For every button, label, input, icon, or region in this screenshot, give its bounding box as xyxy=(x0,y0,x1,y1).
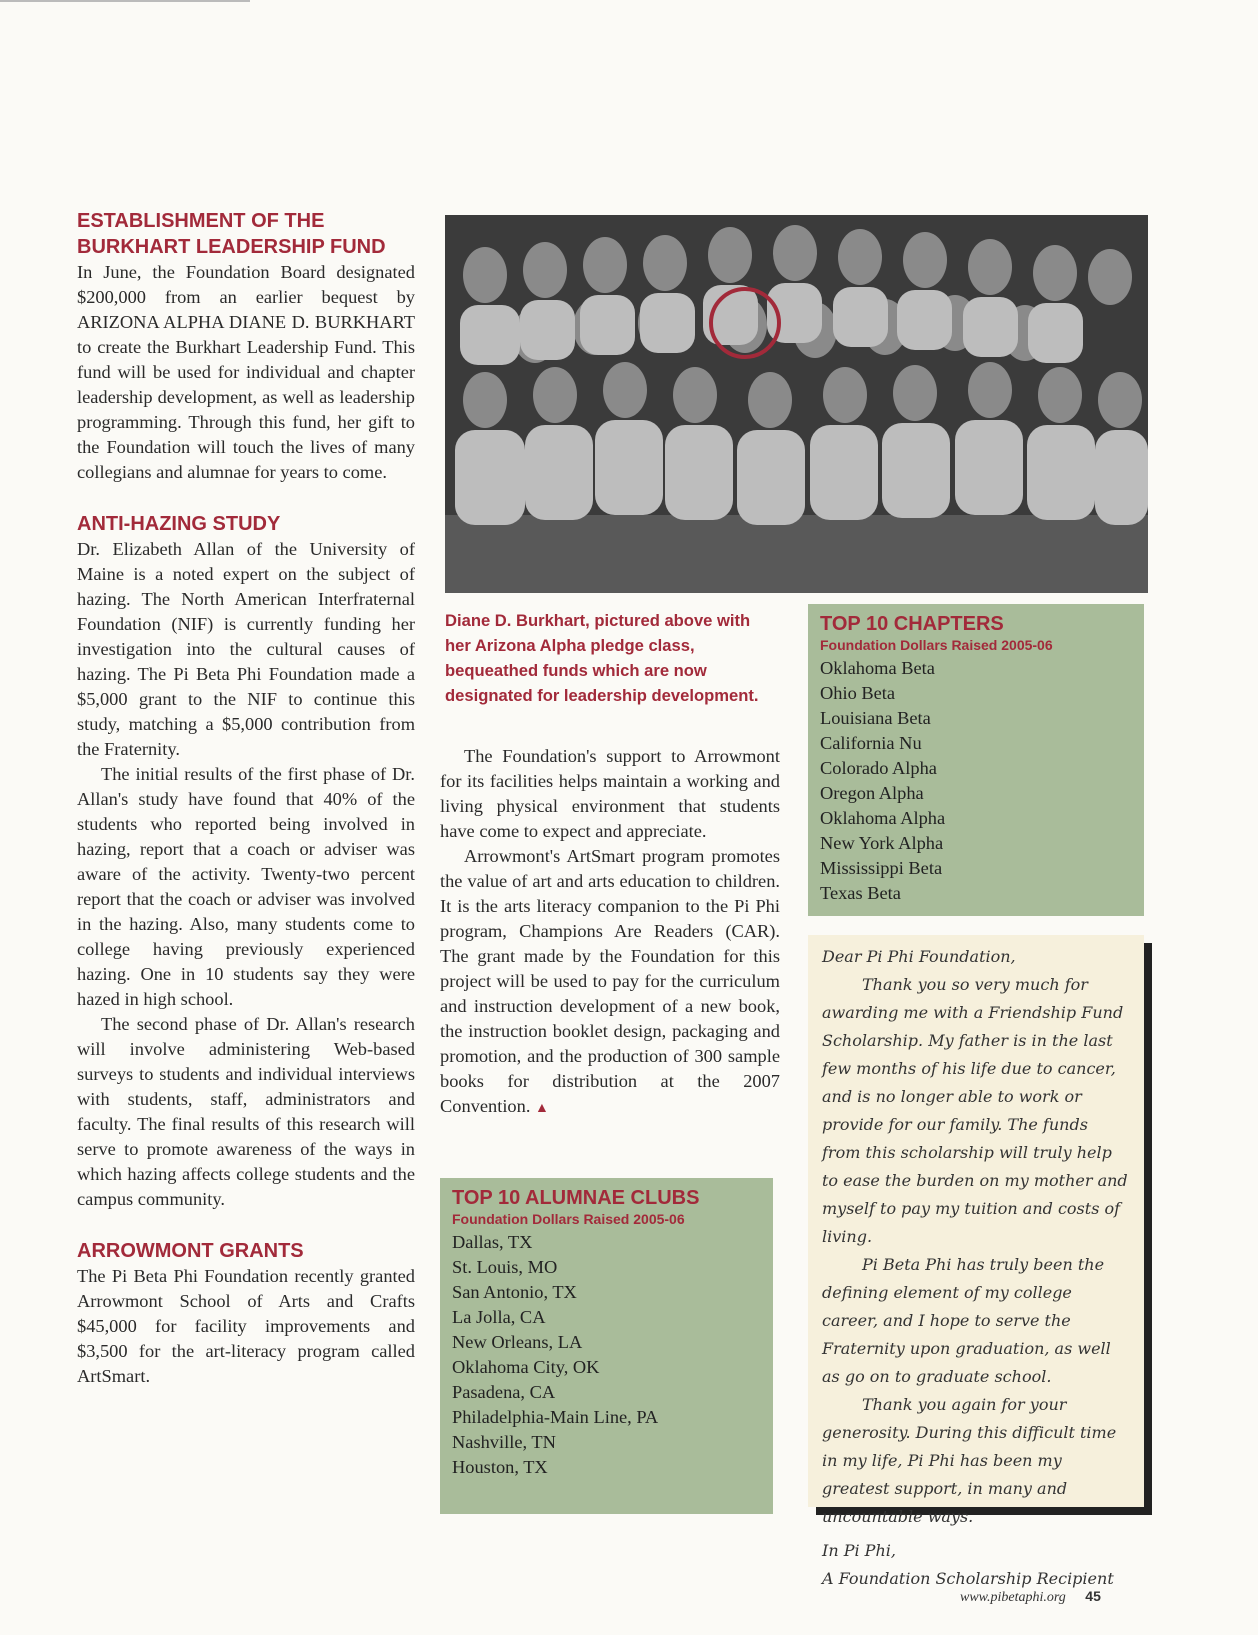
list-item: Oklahoma City, OK xyxy=(452,1357,600,1377)
list-item: Nashville, TN xyxy=(452,1432,556,1452)
burkhart-text: In June, the Foundation Board designated $200,000 from an earlier bequest by ARIZONA ALPHA DIANE D. BURKHART to create the Burkhart Leadership Fund. This fund will be used for individual and chapter leadership development, as well as leadership programming. Through this fund, her gift to the Foundation will touch the lives of many collegians and alumnae for years to come. xyxy=(77,262,415,482)
hazing-p2: The initial results of the first phase of Dr. Allan's study have found that 40% of the students who reported being involved in hazing, report that a coach or adviser was aware of the activity. Twenty-two percent report that the coach or adviser was involved in the hazing. Also, many students come to college having previously experienced hazing. One in 10 students say they were hazed in high school. xyxy=(77,764,415,1009)
arrowmont-heading: ARROWMONT GRANTS xyxy=(77,1240,304,1262)
top-clubs-list xyxy=(452,1230,761,1480)
top-rule xyxy=(0,0,250,2)
arrowmont-p1: The Pi Beta Phi Foundation recently granted Arrowmont School of Arts and Crafts $45,000 for facility improvements and $3,500 for the art-literacy program called ArtSmart. xyxy=(77,1266,415,1386)
letter-p1: Thank you so very much for awarding me with a Friendship Fund Scholarship. My father is in the last few months of his life due to cancer, and is no longer able to work or provide for our family. The funds from this scholarship will truly help to ease the burden on my mother and myself to pay my tuition and costs of living. xyxy=(822,975,1128,1246)
footer-url[interactable]: www.pibetaphi.org xyxy=(960,1590,1066,1605)
list-item: California Nu xyxy=(820,733,922,753)
list-item: Louisiana Beta xyxy=(820,708,931,728)
scholarship-letter xyxy=(808,935,1144,1588)
list-item: New Orleans, LA xyxy=(452,1332,583,1352)
page-number: 45 xyxy=(1085,1588,1101,1604)
arrowmont-p3-text: Arrowmont's ArtSmart program promotes the value of art and arts education to children. It is the arts literacy companion to the Pi Phi program, Champions Are Readers (CAR). The grant made by the Foundation for this project will be used to pay for the curriculum and instruction development of a new book, the instruction booklet design, packaging and promotion, and the production of 300 sample books for distribution at the 2007 Convention. xyxy=(440,846,780,1116)
list-item: Pasadena, CA xyxy=(452,1382,556,1402)
list-item: Houston, TX xyxy=(452,1457,548,1477)
list-item: Philadelphia-Main Line, PA xyxy=(452,1407,659,1427)
list-item: Texas Beta xyxy=(820,883,901,903)
top-chapters-box xyxy=(808,604,1144,916)
letter-p2: Pi Beta Phi has truly been the defining element of my college career, and I hope to serve the Fraternity upon graduation, as well as go on to graduate school. xyxy=(822,1255,1111,1386)
list-item: St. Louis, MO xyxy=(452,1257,558,1277)
top-clubs-subtitle: Foundation Dollars Raised 2005-06 xyxy=(452,1211,685,1227)
top-clubs-title: TOP 10 ALUMNAE CLUBS xyxy=(452,1187,700,1209)
burkhart-heading: ESTABLISHMENT OF THE BURKHART LEADERSHIP FUND xyxy=(77,210,386,258)
letter-greeting: Dear Pi Phi Foundation, xyxy=(822,947,1016,966)
top-chapters-list xyxy=(820,656,1132,906)
hazing-p1: Dr. Elizabeth Allan of the University of Maine is a noted expert on the subject of hazing. The North American Interfraternal Foundation (NIF) is currently funding her investigation into the cultural causes of hazing. The Pi Beta Phi Foundation made a $5,000 grant to the NIF to continue this study, matching a $5,000 contribution from the Fraternity. xyxy=(77,539,415,759)
list-item: New York Alpha xyxy=(820,833,944,853)
list-item: Ohio Beta xyxy=(820,683,896,703)
list-item: San Antonio, TX xyxy=(452,1282,577,1302)
page-footer xyxy=(960,1588,1101,1606)
list-item: Oregon Alpha xyxy=(820,783,924,803)
burkhart-section xyxy=(77,208,415,485)
letter-signature: A Foundation Scholarship Recipient xyxy=(822,1569,1114,1588)
end-mark: ▲ xyxy=(535,1101,549,1116)
list-item: Oklahoma Alpha xyxy=(820,808,946,828)
left-column xyxy=(77,208,415,1415)
letter-p3: Thank you again for your generosity. During this difficult time in my life, Pi Phi has been my greatest support, in many and uncountable ways. xyxy=(822,1395,1117,1526)
photo-illustration xyxy=(445,215,1148,593)
hazing-heading: ANTI-HAZING STUDY xyxy=(77,513,281,535)
list-item: La Jolla, CA xyxy=(452,1307,546,1327)
hazing-p3: The second phase of Dr. Allan's research will involve administering Web-based surveys to students and individual interviews with students, staff, administrators and faculty. The final results of this research will serve to promote awareness of the ways in which hazing affects college students and the campus community. xyxy=(77,1014,415,1209)
middle-column xyxy=(440,744,780,1121)
top-chapters-subtitle: Foundation Dollars Raised 2005-06 xyxy=(820,637,1053,653)
top-clubs-box xyxy=(440,1178,773,1514)
photo-caption: Diane D. Burkhart, pictured above with her Arizona Alpha pledge class, bequeathed funds which are now designated for leadership development. xyxy=(445,611,759,705)
list-item: Mississippi Beta xyxy=(820,858,943,878)
pledge-class-photo xyxy=(445,215,1148,593)
top-chapters-title: TOP 10 CHAPTERS xyxy=(820,613,1004,635)
arrowmont-section xyxy=(77,1238,415,1389)
arrowmont-p2: The Foundation's support to Arrowmont for its facilities helps maintain a working and living physical environment that students have come to expect and appreciate. xyxy=(440,746,780,841)
hazing-section xyxy=(77,511,415,1212)
list-item: Dallas, TX xyxy=(452,1232,533,1252)
list-item: Colorado Alpha xyxy=(820,758,937,778)
arrowmont-p3 xyxy=(440,844,780,1121)
letter-closing: In Pi Phi, xyxy=(822,1541,896,1560)
list-item: Oklahoma Beta xyxy=(820,658,935,678)
